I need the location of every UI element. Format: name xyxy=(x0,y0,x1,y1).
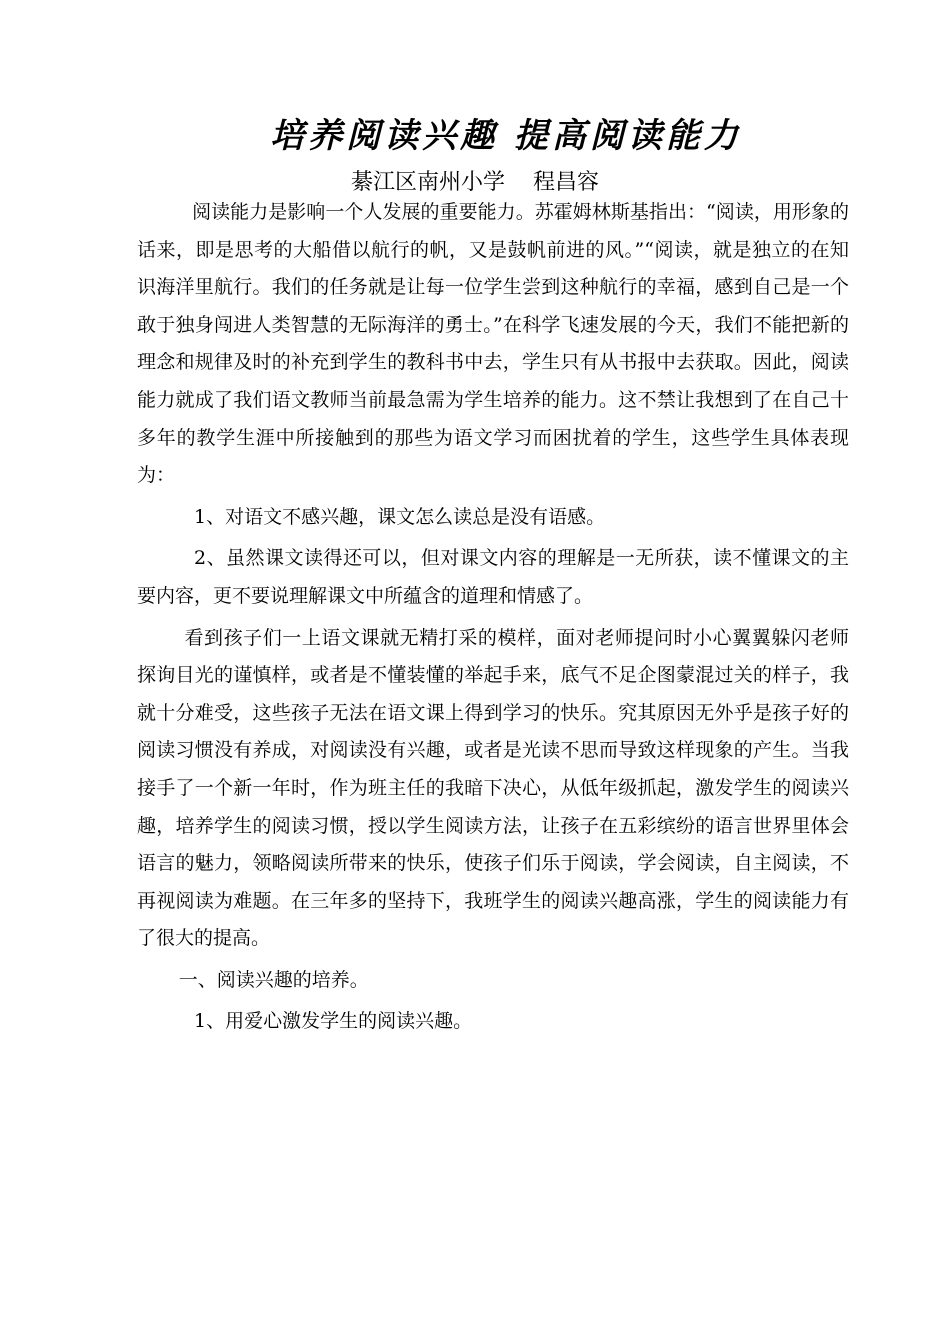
subsection-heading-1: 1、用爱心激发学生的阅读兴趣。 xyxy=(194,1010,473,1033)
author-byline: 綦江区南州小学 程昌容 xyxy=(351,170,599,195)
list-item-2: 2、虽然课文读得还可以，但对课文内容的理解是一无所获，读不懂课文的主要内容，更不要说理解课文中所蕴含的道理和情感了。 xyxy=(137,547,849,607)
list-item-1: 1、对语文不感兴趣，课文怎么读总是没有语感。 xyxy=(194,505,606,528)
paragraph-intro: 阅读能力是影响一个人发展的重要能力。苏霍姆林斯基指出：“阅读，用形象的话来，即是思考的大船借以航行的帆，又是鼓帆前进的风。”“阅读，就是独立的在知识海洋里航行。我们的任务就是让每一位学生尝到这种航行的幸福，感到自己是一个敢于独身闯进人类智慧的无际海洋的勇士。”在科学飞速发展的今天，我们不能把新的理念和规律及时的补充到学生的教科书中去，学生只有从书报中去获取。因此，阅读能力就成了我们语文教师当前最急需为学生培养的能力。这不禁让我想到了在自己十多年的教学生涯中所接触到的那些为语文学习而困扰着的学生，这些学生具体表现为： xyxy=(137,201,849,487)
document-body xyxy=(137,194,849,1041)
document-title: 培养阅读兴趣 提高阅读能力 xyxy=(270,116,742,156)
section-heading-1: 一、阅读兴趣的培养。 xyxy=(178,968,369,991)
paragraph-observation: 看到孩子们一上语文课就无精打采的模样，面对老师提问时小心翼翼躲闪老师探询目光的谨慎样，或者是不懂装懂的举起手来，底气不足企图蒙混过关的样子，我就十分难受，这些孩子无法在语文课上得到学习的快乐。究其原因无外乎是孩子好的阅读习惯没有养成，对阅读没有兴趣，或者是光读不思而导致这样现象的产生。当我接手了一个新一年时，作为班主任的我暗下决心，从低年级抓起，激发学生的阅读兴趣，培养学生的阅读习惯，授以学生阅读方法，让孩子在五彩缤纷的语言世界里体会语言的魅力，领略阅读所带来的快乐，使孩子们乐于阅读，学会阅读，自主阅读，不再视阅读为难题。在三年多的坚持下，我班学生的阅读兴趣高涨，学生的阅读能力有了很大的提高。 xyxy=(137,626,849,950)
